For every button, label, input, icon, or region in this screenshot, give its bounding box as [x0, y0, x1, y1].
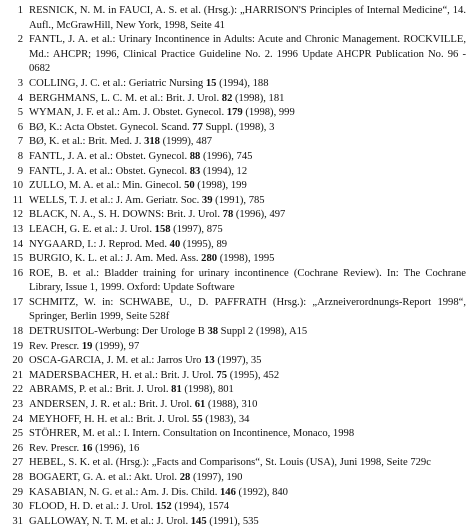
reference-number: 12: [12, 209, 23, 221]
reference-citation: BERGHMANS, L. C. M. et al.: Brit. J. Urol.: [29, 92, 222, 104]
reference-number: 20: [12, 355, 23, 367]
reference-item: [0, 442, 466, 457]
reference-citation: DETRUSITOL-Werbung: Der Urologe B: [29, 326, 208, 338]
reference-item: [0, 398, 466, 413]
reference-text: [25, 106, 466, 121]
reference-text: [25, 427, 466, 442]
reference-volume: 75: [216, 369, 228, 381]
reference-text: [25, 267, 466, 296]
reference-item: [0, 4, 466, 33]
reference-citation: ROE, B. et al.: Bladder training for urinary incontinence (Cochrane Review). In: The Cochrane Library, Issue 1, 1999. Oxford: Update Software: [29, 267, 466, 294]
reference-volume: 15: [205, 77, 217, 89]
reference-volume: 82: [221, 92, 233, 104]
reference-citation: LEACH, G. E. et al.: J. Urol.: [29, 223, 155, 235]
reference-volume: 55: [192, 413, 203, 425]
reference-number: 5: [17, 107, 23, 119]
reference-year-pages: (1998), 999: [242, 107, 295, 119]
reference-volume: 146: [220, 486, 236, 498]
reference-number: 11: [12, 194, 23, 206]
reference-item: [0, 325, 466, 340]
reference-volume: 78: [222, 209, 234, 221]
reference-year-pages: (1998), 199: [194, 180, 247, 192]
reference-number: 28: [12, 472, 23, 483]
reference-item: [0, 427, 466, 442]
reference-year-pages: Suppl 2 (1998), A15: [218, 326, 308, 338]
reference-year-pages: (1994), 12: [200, 165, 248, 177]
reference-item: [0, 135, 466, 150]
reference-text: [25, 92, 466, 107]
reference-volume: 280: [201, 253, 218, 265]
reference-number: 27: [12, 457, 23, 469]
reference-citation: SCHMITZ, W. in: SCHWABE, U., D. PAFFRATH (Hrsg.): „Arzneiverordnungs-Report 1998“, Springer, Berlin 1999, Seite 528f: [29, 296, 466, 323]
reference-citation: STÖHRER, M. et al.: I. Intern. Consultation on Incontinence, Monaco, 1998: [29, 428, 355, 440]
reference-text: [25, 442, 466, 457]
reference-citation: FLOOD, H. D. et al.: J. Urol.: [29, 501, 156, 513]
reference-volume: 81: [171, 384, 182, 396]
reference-citation: WYMAN, J. F. et al.: Am. J. Obstet. Gynecol.: [29, 107, 227, 119]
reference-volume: 61: [194, 399, 206, 411]
reference-year-pages: (1996), 16: [92, 442, 140, 454]
reference-item: [0, 194, 466, 209]
reference-year-pages: (1995), 89: [180, 238, 228, 250]
reference-citation: RESNICK, N. M. in FAUCI, A. S. et al. (Hrsg.): „HARRISON'S Principles of Internal Medicine“, 14. Aufl., McGrawHill, New York, 1998, Seite 41: [29, 5, 466, 31]
reference-number: 21: [12, 369, 23, 381]
reference-volume: 179: [226, 107, 243, 119]
reference-text: [25, 500, 466, 515]
reference-item: [0, 150, 466, 165]
reference-number: 1: [17, 5, 23, 16]
reference-number: 4: [17, 92, 23, 104]
reference-number: 10: [12, 180, 23, 192]
reference-number: 31: [12, 515, 23, 527]
reference-volume: 39: [201, 194, 213, 206]
reference-number: 13: [12, 223, 23, 235]
reference-volume: 50: [184, 180, 195, 192]
reference-year-pages: (1998), 181: [232, 92, 285, 104]
reference-citation: BOGAERT, G. A. et al.: Akt. Urol.: [29, 472, 180, 483]
reference-item: [0, 515, 466, 529]
reference-item: [0, 369, 466, 384]
reference-year-pages: (1996), 745: [200, 150, 253, 162]
reference-text: [25, 354, 466, 369]
reference-item: [0, 252, 466, 267]
reference-citation: NYGAARD, I.: J. Reprod. Med.: [29, 238, 170, 250]
reference-text: [25, 252, 466, 267]
reference-volume: 38: [207, 326, 219, 338]
reference-citation: MADERSBACHER, H. et al.: Brit. J. Urol.: [29, 369, 217, 381]
reference-number: 24: [12, 413, 23, 425]
reference-citation: ZULLO, M. A. et al.: Min. Ginecol.: [29, 180, 185, 192]
reference-citation: ANDERSEN, J. R. et al.: Brit. J. Urol.: [29, 399, 195, 411]
reference-volume: 318: [144, 136, 160, 148]
reference-volume: 83: [189, 165, 201, 177]
reference-text: [25, 515, 466, 529]
reference-text: [25, 77, 466, 92]
reference-year-pages: (1999), 487: [159, 136, 213, 148]
reference-year-pages: (1992), 840: [235, 486, 288, 498]
reference-number: 16: [12, 267, 23, 279]
reference-citation: Rev. Prescr.: [29, 442, 82, 454]
reference-number: 17: [12, 296, 23, 308]
reference-text: [25, 413, 466, 428]
reference-text: [25, 179, 466, 194]
reference-citation: FANTL, J. A. et al.: Obstet. Gynecol.: [29, 150, 190, 162]
reference-item: [0, 77, 466, 92]
reference-year-pages: (1998), 801: [181, 384, 234, 396]
reference-item: [0, 179, 466, 194]
reference-text: [25, 135, 466, 150]
reference-item: [0, 106, 466, 121]
reference-item: [0, 354, 466, 369]
reference-volume: 19: [81, 340, 93, 352]
reference-year-pages: (1988), 310: [205, 399, 258, 411]
reference-item: [0, 165, 466, 180]
reference-citation: WELLS, T. J. et al.: J. Am. Geriatr. Soc.: [29, 194, 202, 206]
reference-item: [0, 238, 466, 253]
reference-text: [25, 4, 466, 33]
reference-citation: Rev. Prescr.: [29, 340, 82, 352]
reference-year-pages: (1991), 785: [212, 194, 265, 206]
reference-volume: 88: [189, 150, 201, 162]
reference-text: [25, 165, 466, 180]
reference-item: [0, 92, 466, 107]
reference-item: [0, 208, 466, 223]
reference-text: [25, 121, 466, 136]
reference-citation: KASABIAN, N. G. et al.: Am. J. Dis. Child.: [29, 486, 220, 498]
reference-number: 8: [17, 150, 23, 162]
reference-year-pages: (1997), 35: [214, 355, 262, 367]
reference-number: 22: [12, 384, 23, 396]
reference-text: [25, 398, 466, 413]
reference-citation: FANTL, J. A. et al.: Obstet. Gynecol.: [29, 165, 190, 177]
reference-volume: 77: [192, 121, 203, 133]
reference-item: [0, 456, 466, 471]
reference-citation: OSCA-GARCIA, J. M. et al.: Jarros Uro: [29, 355, 205, 367]
reference-item: [0, 486, 466, 501]
reference-volume: 40: [169, 238, 181, 250]
reference-citation: ABRAMS, P. et al.: Brit. J. Urol.: [29, 384, 172, 396]
reference-number: 2: [17, 34, 23, 46]
reference-citation: BURGIO, K. L. et al.: J. Am. Med. Ass.: [29, 253, 202, 265]
reference-text: [25, 369, 466, 384]
reference-year-pages: (1994), 1574: [171, 501, 230, 513]
reference-item: [0, 340, 466, 355]
reference-volume: 16: [81, 442, 93, 454]
reference-number: 7: [17, 136, 23, 148]
reference-text: [25, 208, 466, 223]
reference-text: [25, 33, 466, 77]
reference-text: [25, 456, 466, 471]
reference-text: [25, 471, 466, 486]
reference-number: 26: [12, 442, 23, 454]
reference-number: 18: [12, 326, 23, 338]
reference-item: [0, 223, 466, 238]
reference-text: [25, 383, 466, 398]
reference-number: 9: [17, 165, 23, 177]
reference-year-pages: (1997), 875: [170, 223, 223, 235]
reference-number: 23: [12, 399, 23, 411]
reference-citation: MEYHOFF, H. H. et al.: Brit. J. Urol.: [29, 413, 193, 425]
reference-number: 29: [12, 486, 23, 498]
reference-citation: BØ, K.: Acta Obstet. Gynecol. Scand.: [29, 121, 193, 133]
reference-text: [25, 340, 466, 355]
reference-text: [25, 296, 466, 325]
reference-year-pages: (1999), 97: [92, 340, 140, 352]
reference-number: 15: [12, 253, 23, 265]
reference-volume: 28: [179, 472, 191, 483]
reference-text: [25, 223, 466, 238]
reference-number: 3: [17, 77, 23, 89]
reference-number: 19: [12, 340, 23, 352]
reference-item: [0, 33, 466, 77]
reference-number: 25: [12, 428, 23, 440]
reference-text: [25, 486, 466, 501]
reference-citation: BØ, K. et al.: Brit. Med. J.: [29, 136, 145, 148]
reference-year-pages: (1983), 34: [202, 413, 250, 425]
reference-number: 30: [12, 501, 23, 513]
reference-volume: 158: [154, 223, 171, 235]
reference-year-pages: (1995), 452: [227, 369, 280, 381]
reference-year-pages: (1997), 190: [190, 472, 243, 483]
reference-year-pages: Suppl. (1998), 3: [202, 121, 275, 133]
reference-text: [25, 238, 466, 253]
reference-number: 6: [17, 121, 23, 133]
reference-citation: GALLOWAY, N. T. M. et al.: J. Urol.: [29, 515, 191, 527]
reference-volume: 152: [155, 501, 172, 513]
reference-citation: BLACK, N. A., S. H. DOWNS: Brit. J. Urol.: [29, 209, 223, 221]
reference-volume: 145: [190, 515, 207, 527]
reference-item: [0, 471, 466, 486]
reference-year-pages: (1998), 1995: [217, 253, 275, 265]
reference-item: [0, 267, 466, 296]
reference-item: [0, 383, 466, 398]
reference-text: [25, 325, 466, 340]
reference-year-pages: (1991), 535: [206, 515, 259, 527]
reference-item: [0, 413, 466, 428]
reference-item: [0, 296, 466, 325]
reference-text: [25, 194, 466, 209]
reference-year-pages: (1996), 497: [233, 209, 286, 221]
reference-citation: FANTL, J. A. et al.: Urinary Incontinence in Adults: Acute and Chronic Management. ROCKVILLE, Md.: AHCPR; 1996, Clinical Practice Guideline No. 2. 1996 Update AHCPR Publication No. 96 - 0682: [29, 34, 466, 75]
reference-number: 14: [12, 238, 23, 250]
reference-volume: 13: [204, 355, 215, 367]
reference-text: [25, 150, 466, 165]
reference-item: [0, 121, 466, 136]
reference-item: [0, 500, 466, 515]
reference-citation: HEBEL, S. K. et al. (Hrsg.): „Facts and Comparisons“, St. Louis (USA), Juni 1998, Seite 729c: [29, 457, 431, 469]
reference-year-pages: (1994), 188: [216, 77, 269, 89]
reference-citation: COLLING, J. C. et al.: Geriatric Nursing: [29, 77, 206, 89]
